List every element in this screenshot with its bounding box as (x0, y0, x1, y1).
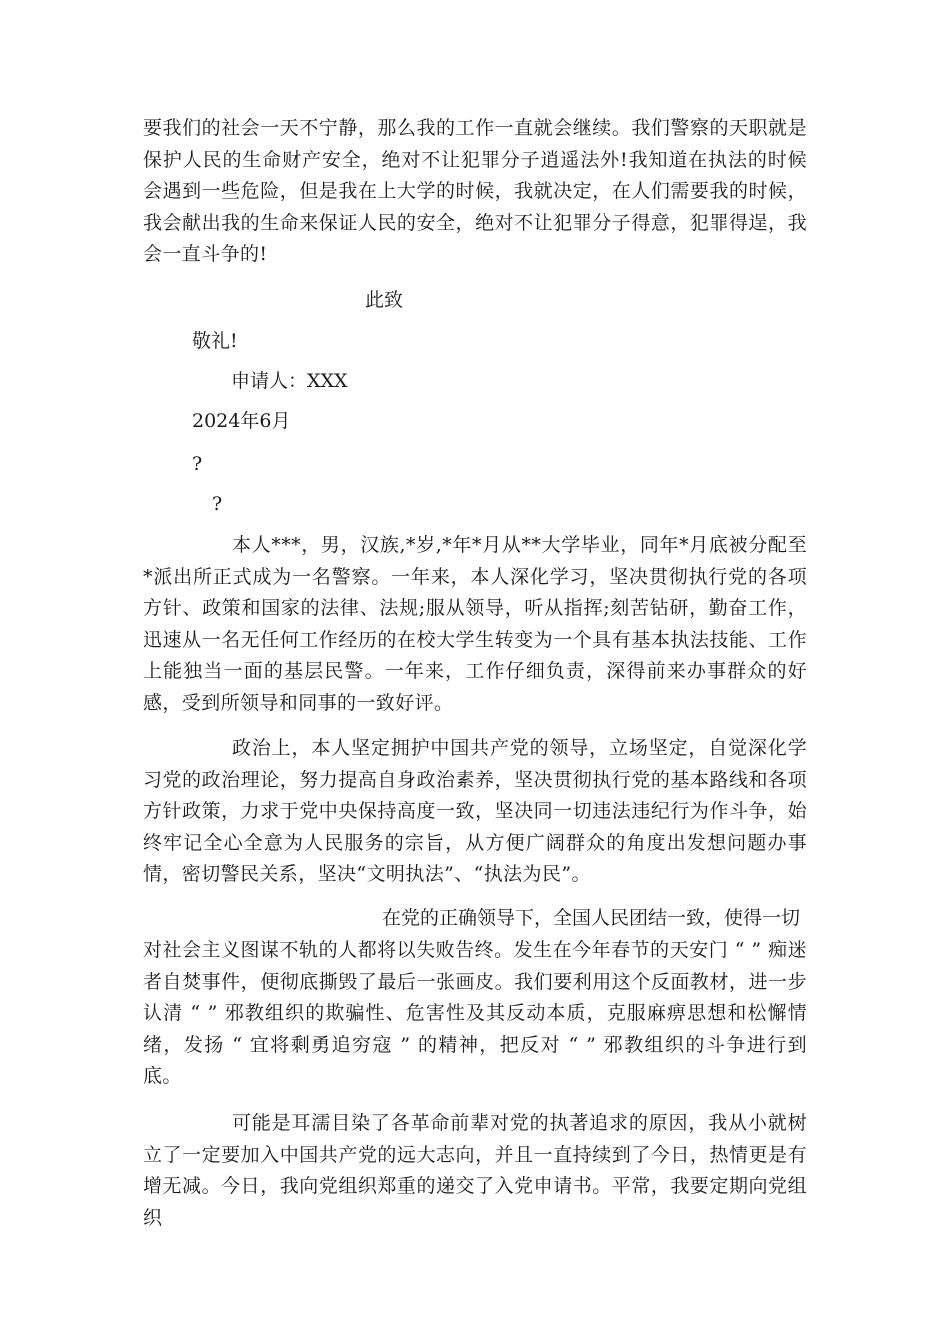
intro-paragraph: 要我们的社会一天不宁静，那么我的工作一直就会继续。我们警察的天职就是保护人民的生命财产安全，绝对不让犯罪分子逍遥法外!我知道在执法的时候会遇到一些危险，但是我在上大学的时候，我就决定，在人们需要我的时候，我会献出我的生命来保证人民的安全，绝对不让犯罪分子得意，犯罪得逞，我会一直斗争的! (143, 117, 807, 265)
date-line: 2024年6月 (192, 410, 291, 432)
paragraph-1: 本人***，男，汉族,*岁,*年*月从**大学毕业，同年*月底被分配至*派出所正式成为一名警察。一年来，本人深化学习，坚决贯彻执行党的各项方针、政策和国家的法律、法规;服从领导，听从指挥;刻苦钻研，勤奋工作，迅速从一名无任何工作经历的在校大学生转变为一个具有基本执法技能、工作上能独当一面的基层民警。一年来，工作仔细负责，深得前来办事群众的好感，受到所领导和同事的一致好评。 (143, 534, 807, 714)
paragraph-3: 对社会主义图谋不轨的人都将以失败告终。发生在今年春节的天安门 “ ” 痴迷者自焚事件，便彻底撕毁了最后一张画皮。我们要利用这个反面教材，进一步认清 “ ” 邪教组织的欺骗性、危害性及其反动本质，克服麻痹思想和松懈情绪，发扬 “ 宜将剩勇追穷寇 ” 的精神，把反对 “ ” 邪教组织的斗争进行到底。 (143, 939, 807, 1087)
paragraph-3-first-line: 在党的正确领导下，全国人民团结一致，使得一切 (382, 907, 801, 929)
question-mark-1: ? (192, 453, 203, 475)
salute-line: 敬礼! (192, 330, 238, 352)
paragraph-2: 政治上，本人坚定拥护中国共产党的领导，立场坚定，自觉深化学习党的政治理论，努力提高自身政治素养，坚决贯彻执行党的基本路线和各项方针政策，力求于党中央保持高度一致，坚决同一切违法违纪行为作斗争，始终牢记全心全意为人民服务的宗旨，从方便广阔群众的角度出发想问题办事情，密切警民关系，坚决“文明执法”、“执法为民”。 (143, 737, 807, 885)
applicant-line: 申请人：XXX (231, 370, 348, 392)
paragraph-4: 可能是耳濡目染了各革命前辈对党的执著追求的原因，我从小就树立了一定要加入中国共产党的远大志向，并且一直持续到了今日，热情更是有增无减。今日，我向党组织郑重的递交了入党申请书。平常，我要定期向党组织 (143, 1112, 807, 1229)
question-mark-2: ? (212, 493, 223, 515)
closing-line: 此致 (365, 289, 404, 311)
